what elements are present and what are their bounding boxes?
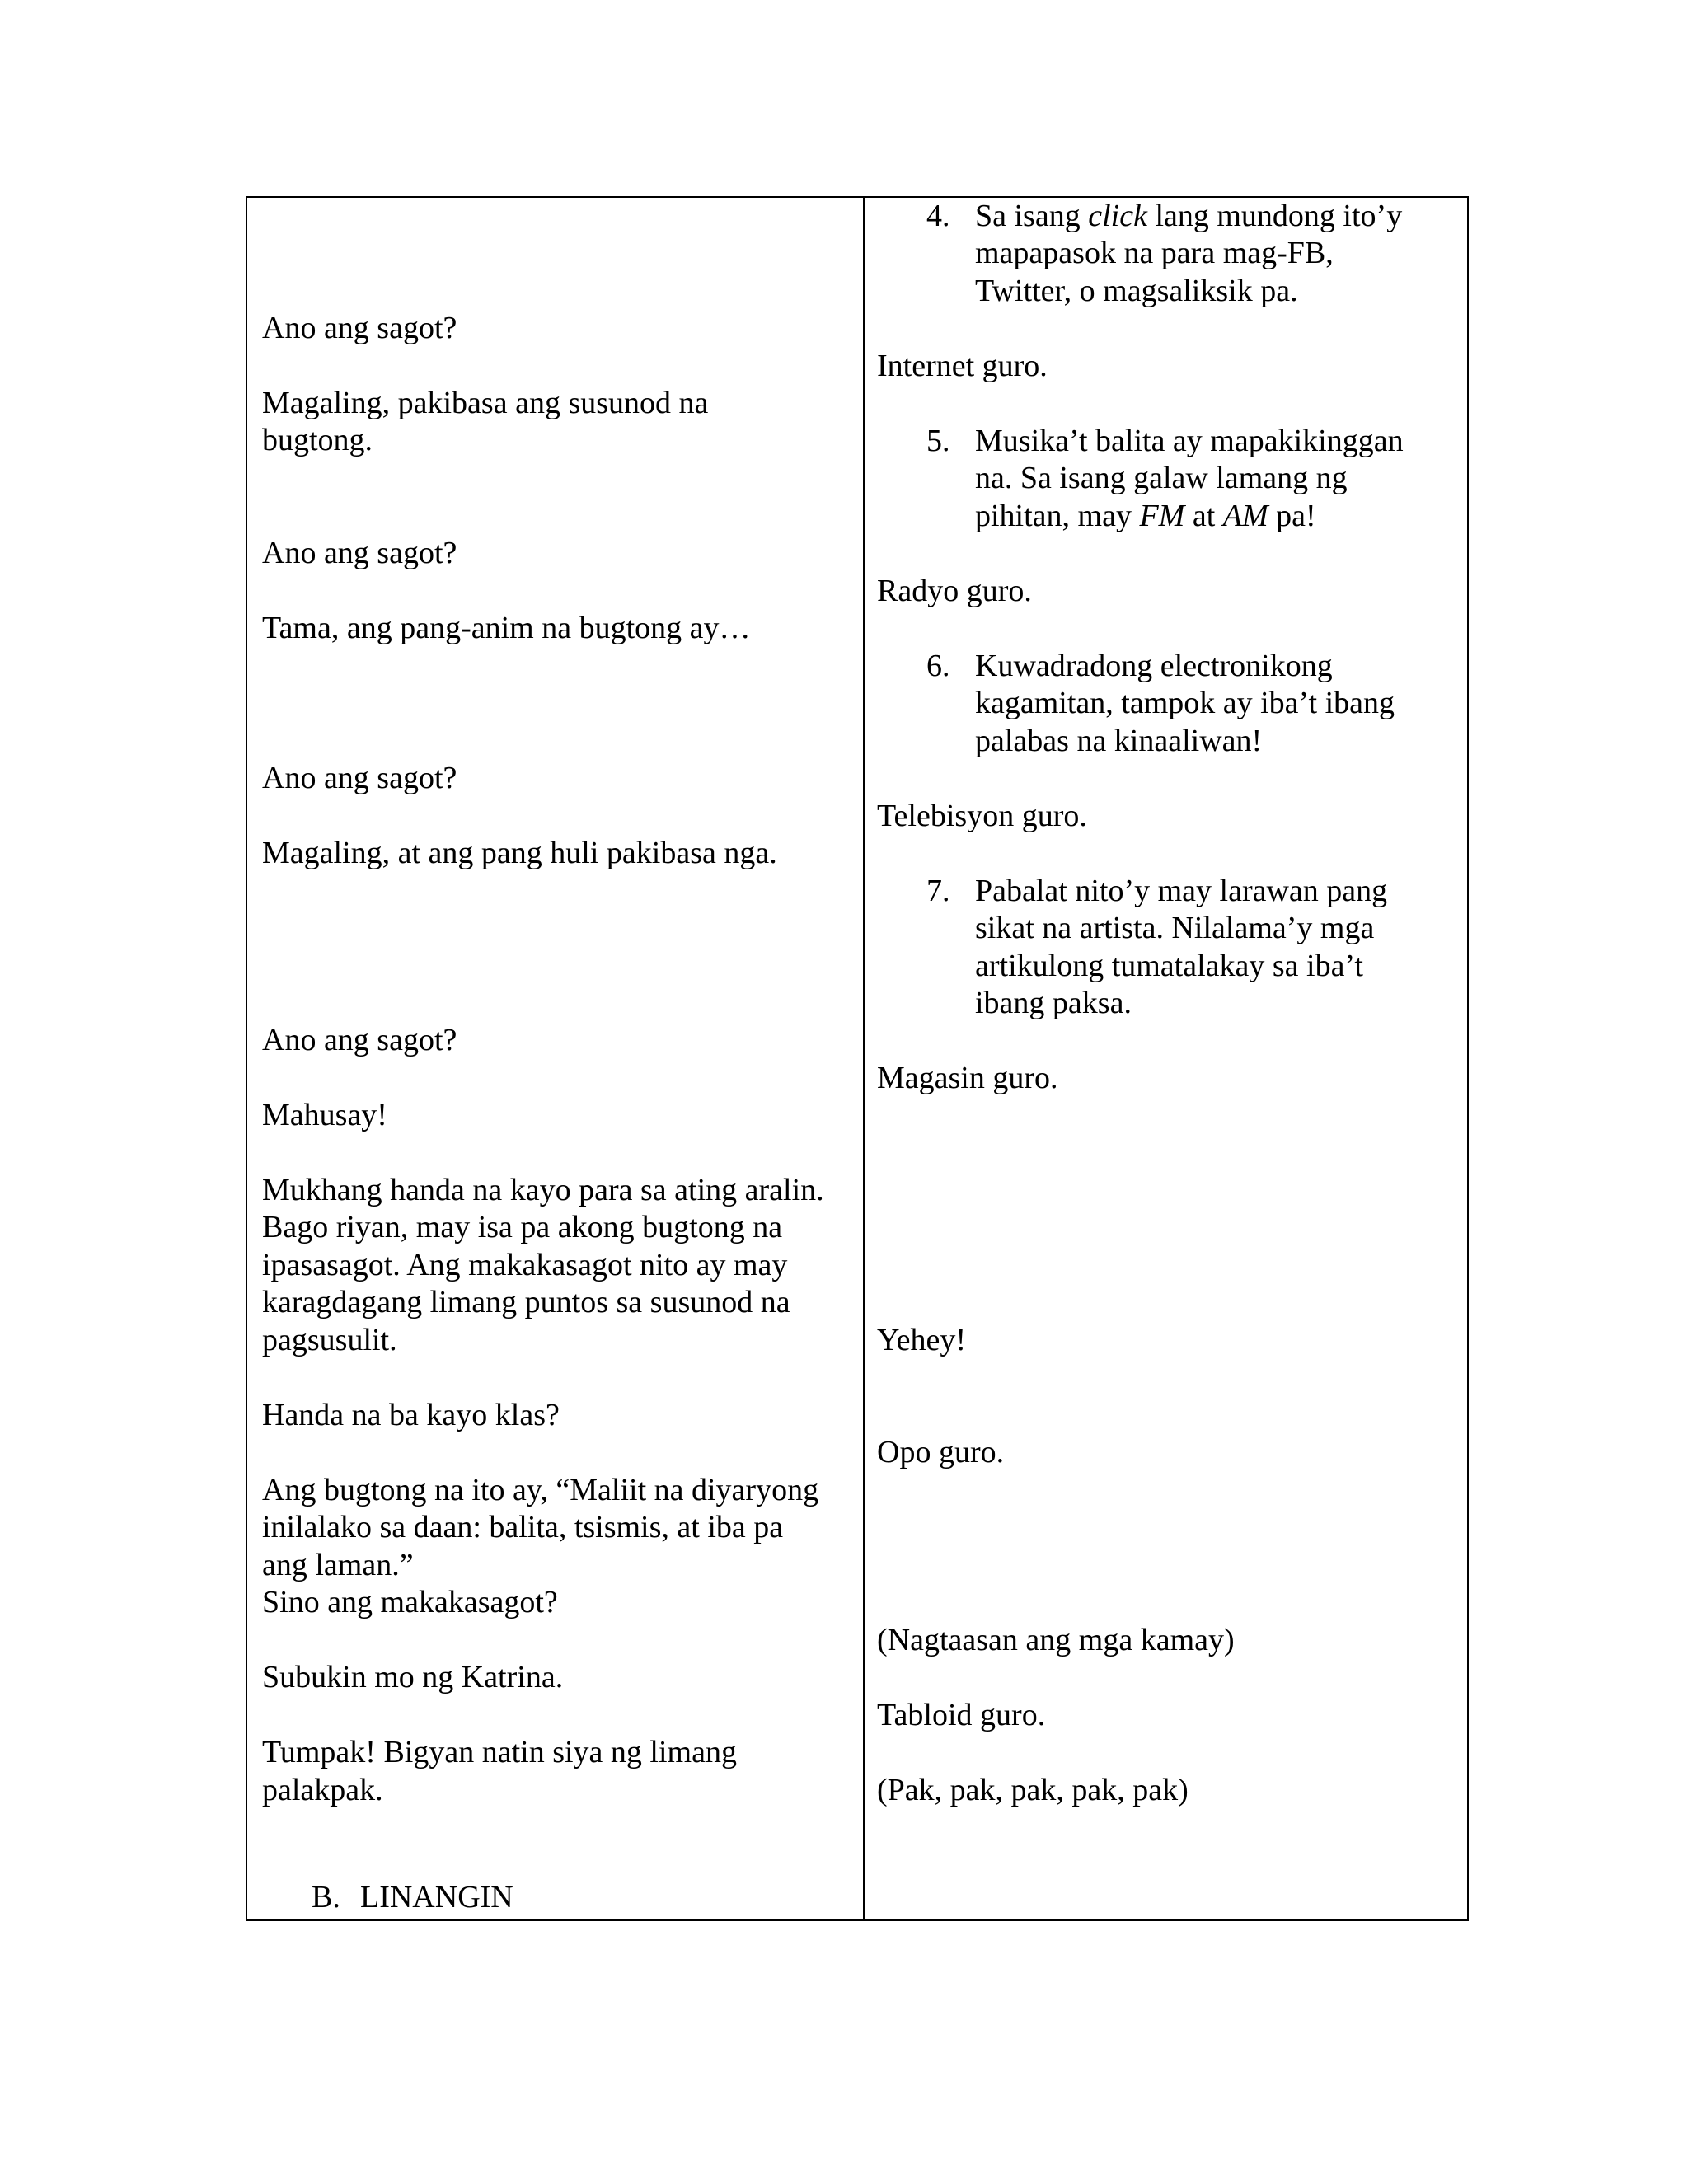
teacher-line: pagsusulit. xyxy=(262,1323,397,1357)
student-answer: Opo guro. xyxy=(877,1435,1005,1469)
teacher-line: Ano ang sagot? xyxy=(262,311,457,345)
riddle-line: palabas na kinaaliwan! xyxy=(975,724,1263,758)
riddle-line: mapapasok na para mag-FB, xyxy=(975,236,1334,270)
teacher-line: Bago riyan, may isa pa akong bugtong na xyxy=(262,1210,783,1244)
teacher-line: ang laman.” xyxy=(262,1548,414,1582)
section-title: LINANGIN xyxy=(360,1880,513,1915)
riddle-line: Sa isang click lang mundong ito’y xyxy=(975,199,1403,233)
riddle-italic-word: click xyxy=(1088,199,1147,233)
teacher-line: Magaling, at ang pang huli pakibasa nga. xyxy=(262,836,777,870)
riddle-line: Twitter, o magsaliksik pa. xyxy=(975,274,1298,308)
riddle-line: Musika’t balita ay mapakikinggan xyxy=(975,424,1404,458)
teacher-line: Ang bugtong na ito ay, “Maliit na diyaryong xyxy=(262,1473,819,1507)
riddle-number: 4. xyxy=(926,199,950,233)
teacher-line: Mukhang handa na kayo para sa ating aralin. xyxy=(262,1173,824,1207)
teacher-line: Sino ang makakasagot? xyxy=(262,1585,558,1619)
teacher-line: palakpak. xyxy=(262,1773,383,1807)
teacher-line: Subukin mo ng Katrina. xyxy=(262,1660,564,1694)
riddle-number: 6. xyxy=(926,649,950,683)
teacher-column xyxy=(247,198,863,1919)
section-letter: B. xyxy=(312,1880,340,1915)
riddle-number: 7. xyxy=(926,874,950,908)
lesson-table xyxy=(246,196,1469,1921)
student-answer: Radyo guro. xyxy=(877,574,1032,608)
student-action: (Nagtaasan ang mga kamay) xyxy=(877,1623,1235,1657)
teacher-line: Mahusay! xyxy=(262,1098,387,1132)
student-answer: Telebisyon guro. xyxy=(877,799,1087,833)
riddle-line: Kuwadradong electronikong xyxy=(975,649,1333,683)
teacher-line: Ano ang sagot? xyxy=(262,536,457,570)
riddle-line: na. Sa isang galaw lamang ng xyxy=(975,461,1348,495)
student-answer: Yehey! xyxy=(877,1323,967,1357)
student-action: (Pak, pak, pak, pak, pak) xyxy=(877,1773,1189,1807)
student-answer: Internet guro. xyxy=(877,349,1048,383)
teacher-line: Handa na ba kayo klas? xyxy=(262,1398,560,1432)
riddle-line: artikulong tumatalakay sa iba’t xyxy=(975,949,1363,983)
teacher-line: inilalako sa daan: balita, tsismis, at iba pa xyxy=(262,1510,784,1544)
teacher-line: bugtong. xyxy=(262,423,373,457)
student-column xyxy=(865,198,1469,1919)
riddle-line: kagamitan, tampok ay iba’t ibang xyxy=(975,686,1395,720)
riddle-line: pihitan, may FM at AM pa! xyxy=(975,499,1316,533)
teacher-line: Tama, ang pang-anim na bugtong ay… xyxy=(262,611,751,645)
teacher-line: Magaling, pakibasa ang susunod na xyxy=(262,386,709,420)
teacher-line: karagdagang limang puntos sa susunod na xyxy=(262,1285,790,1319)
riddle-line: sikat na artista. Nilalama’y mga xyxy=(975,911,1375,945)
teacher-line: ipasasagot. Ang makakasagot nito ay may xyxy=(262,1248,788,1282)
student-answer: Magasin guro. xyxy=(877,1061,1058,1095)
riddle-number: 5. xyxy=(926,424,950,458)
teacher-line: Tumpak! Bigyan natin siya ng limang xyxy=(262,1735,737,1769)
student-answer: Tabloid guro. xyxy=(877,1698,1046,1732)
riddle-line: Pabalat nito’y may larawan pang xyxy=(975,874,1388,908)
riddle-line: ibang paksa. xyxy=(975,986,1132,1020)
teacher-line: Ano ang sagot? xyxy=(262,761,457,795)
teacher-line: Ano ang sagot? xyxy=(262,1023,457,1057)
